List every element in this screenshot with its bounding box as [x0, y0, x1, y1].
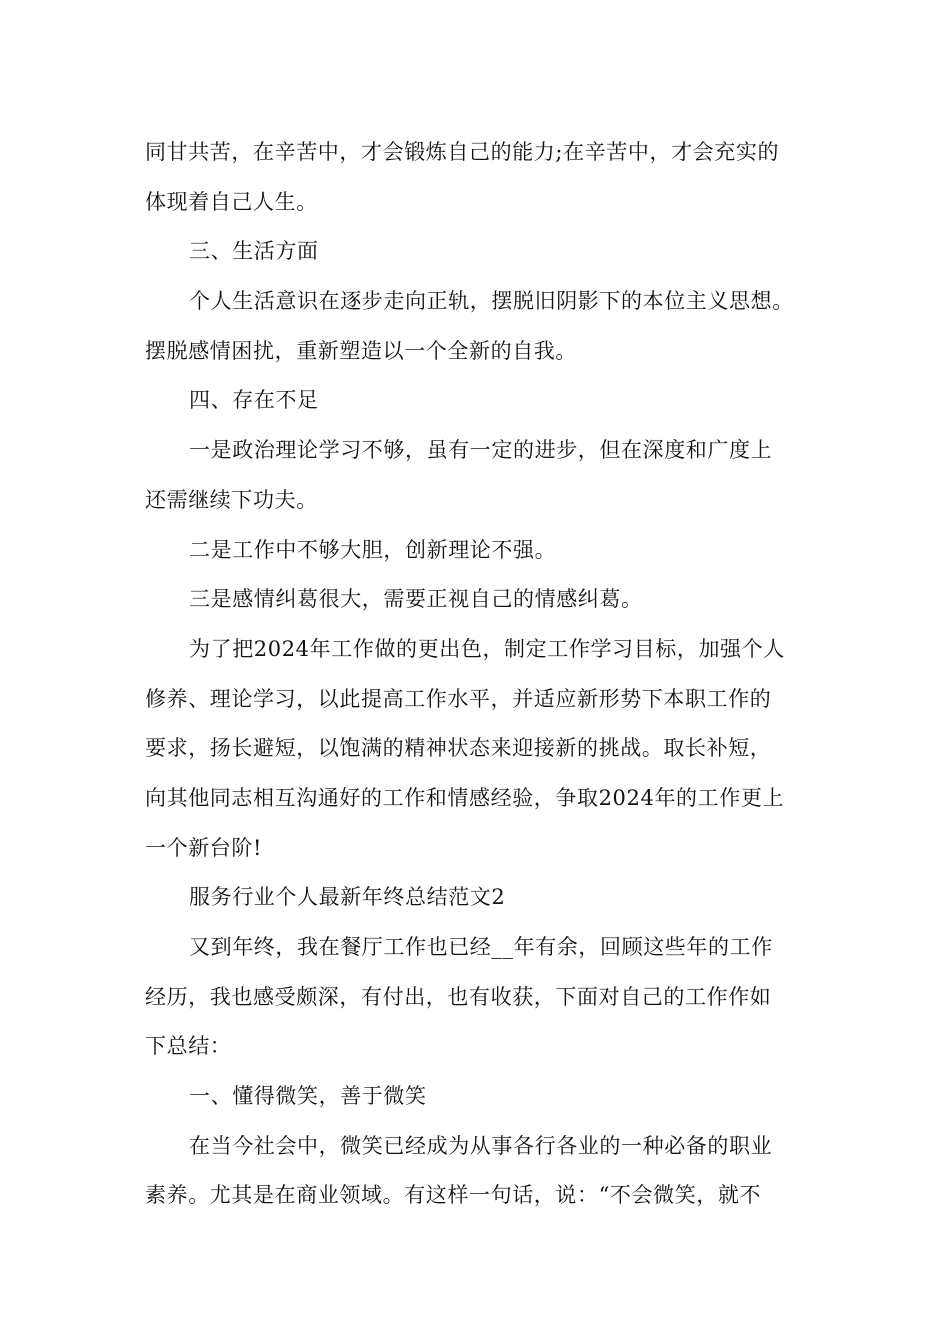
- text-line: 要求，扬长避短，以饱满的精神状态来迎接新的挑战。取长补短，: [145, 736, 772, 761]
- text-line: 三是感情纠葛很大，需要正视自己的情感纠葛。: [189, 587, 643, 612]
- section-heading: 三、生活方面: [189, 239, 319, 264]
- text-line: 在当今社会中，微笑已经成为从事各行各业的一种必备的职业: [189, 1133, 773, 1158]
- text-line: 还需继续下功夫。: [145, 487, 318, 512]
- text-line: 又到年终，我在餐厅工作也已经__年有余，回顾这些年的工作: [189, 935, 773, 959]
- text-line: 摆脱感情困扰，重新塑造以一个全新的自我。: [145, 338, 577, 363]
- article-title: 服务行业个人最新年终总结范文2: [189, 885, 506, 910]
- text-line: 一是政治理论学习不够，虽有一定的进步，但在深度和广度上: [189, 438, 773, 463]
- text-line: 体现着自己人生。: [145, 189, 318, 214]
- text-line: 一个新台阶!: [145, 835, 263, 860]
- section-heading: 一、懂得微笑，善于微笑: [189, 1084, 427, 1109]
- text-line: 个人生活意识在逐步走向正轨，摆脱旧阴影下的本位主义思想。: [189, 289, 794, 314]
- text-line: 同甘共苦，在辛苦中，才会锻炼自己的能力;在辛苦中，才会充实的: [145, 140, 780, 164]
- section-heading: 四、存在不足: [189, 388, 319, 413]
- text-line: 素养。尤其是在商业领域。有这样一句话，说：“不会微笑，就不: [145, 1183, 762, 1208]
- text-line: 二是工作中不够大胆，创新理论不强。: [189, 537, 557, 562]
- text-line: 经历，我也感受颇深，有付出，也有收获，下面对自己的工作作如: [145, 984, 772, 1009]
- text-line: 下总结：: [145, 1034, 232, 1059]
- text-line: 为了把2024年工作做的更出色，制定工作学习目标，加强个人: [189, 636, 785, 661]
- document-body: [145, 128, 810, 1221]
- text-line: 修养、理论学习，以此提高工作水平，并适应新形势下本职工作的: [145, 686, 772, 711]
- text-line: 向其他同志相互沟通好的工作和情感经验，争取2024年的工作更上: [145, 785, 785, 810]
